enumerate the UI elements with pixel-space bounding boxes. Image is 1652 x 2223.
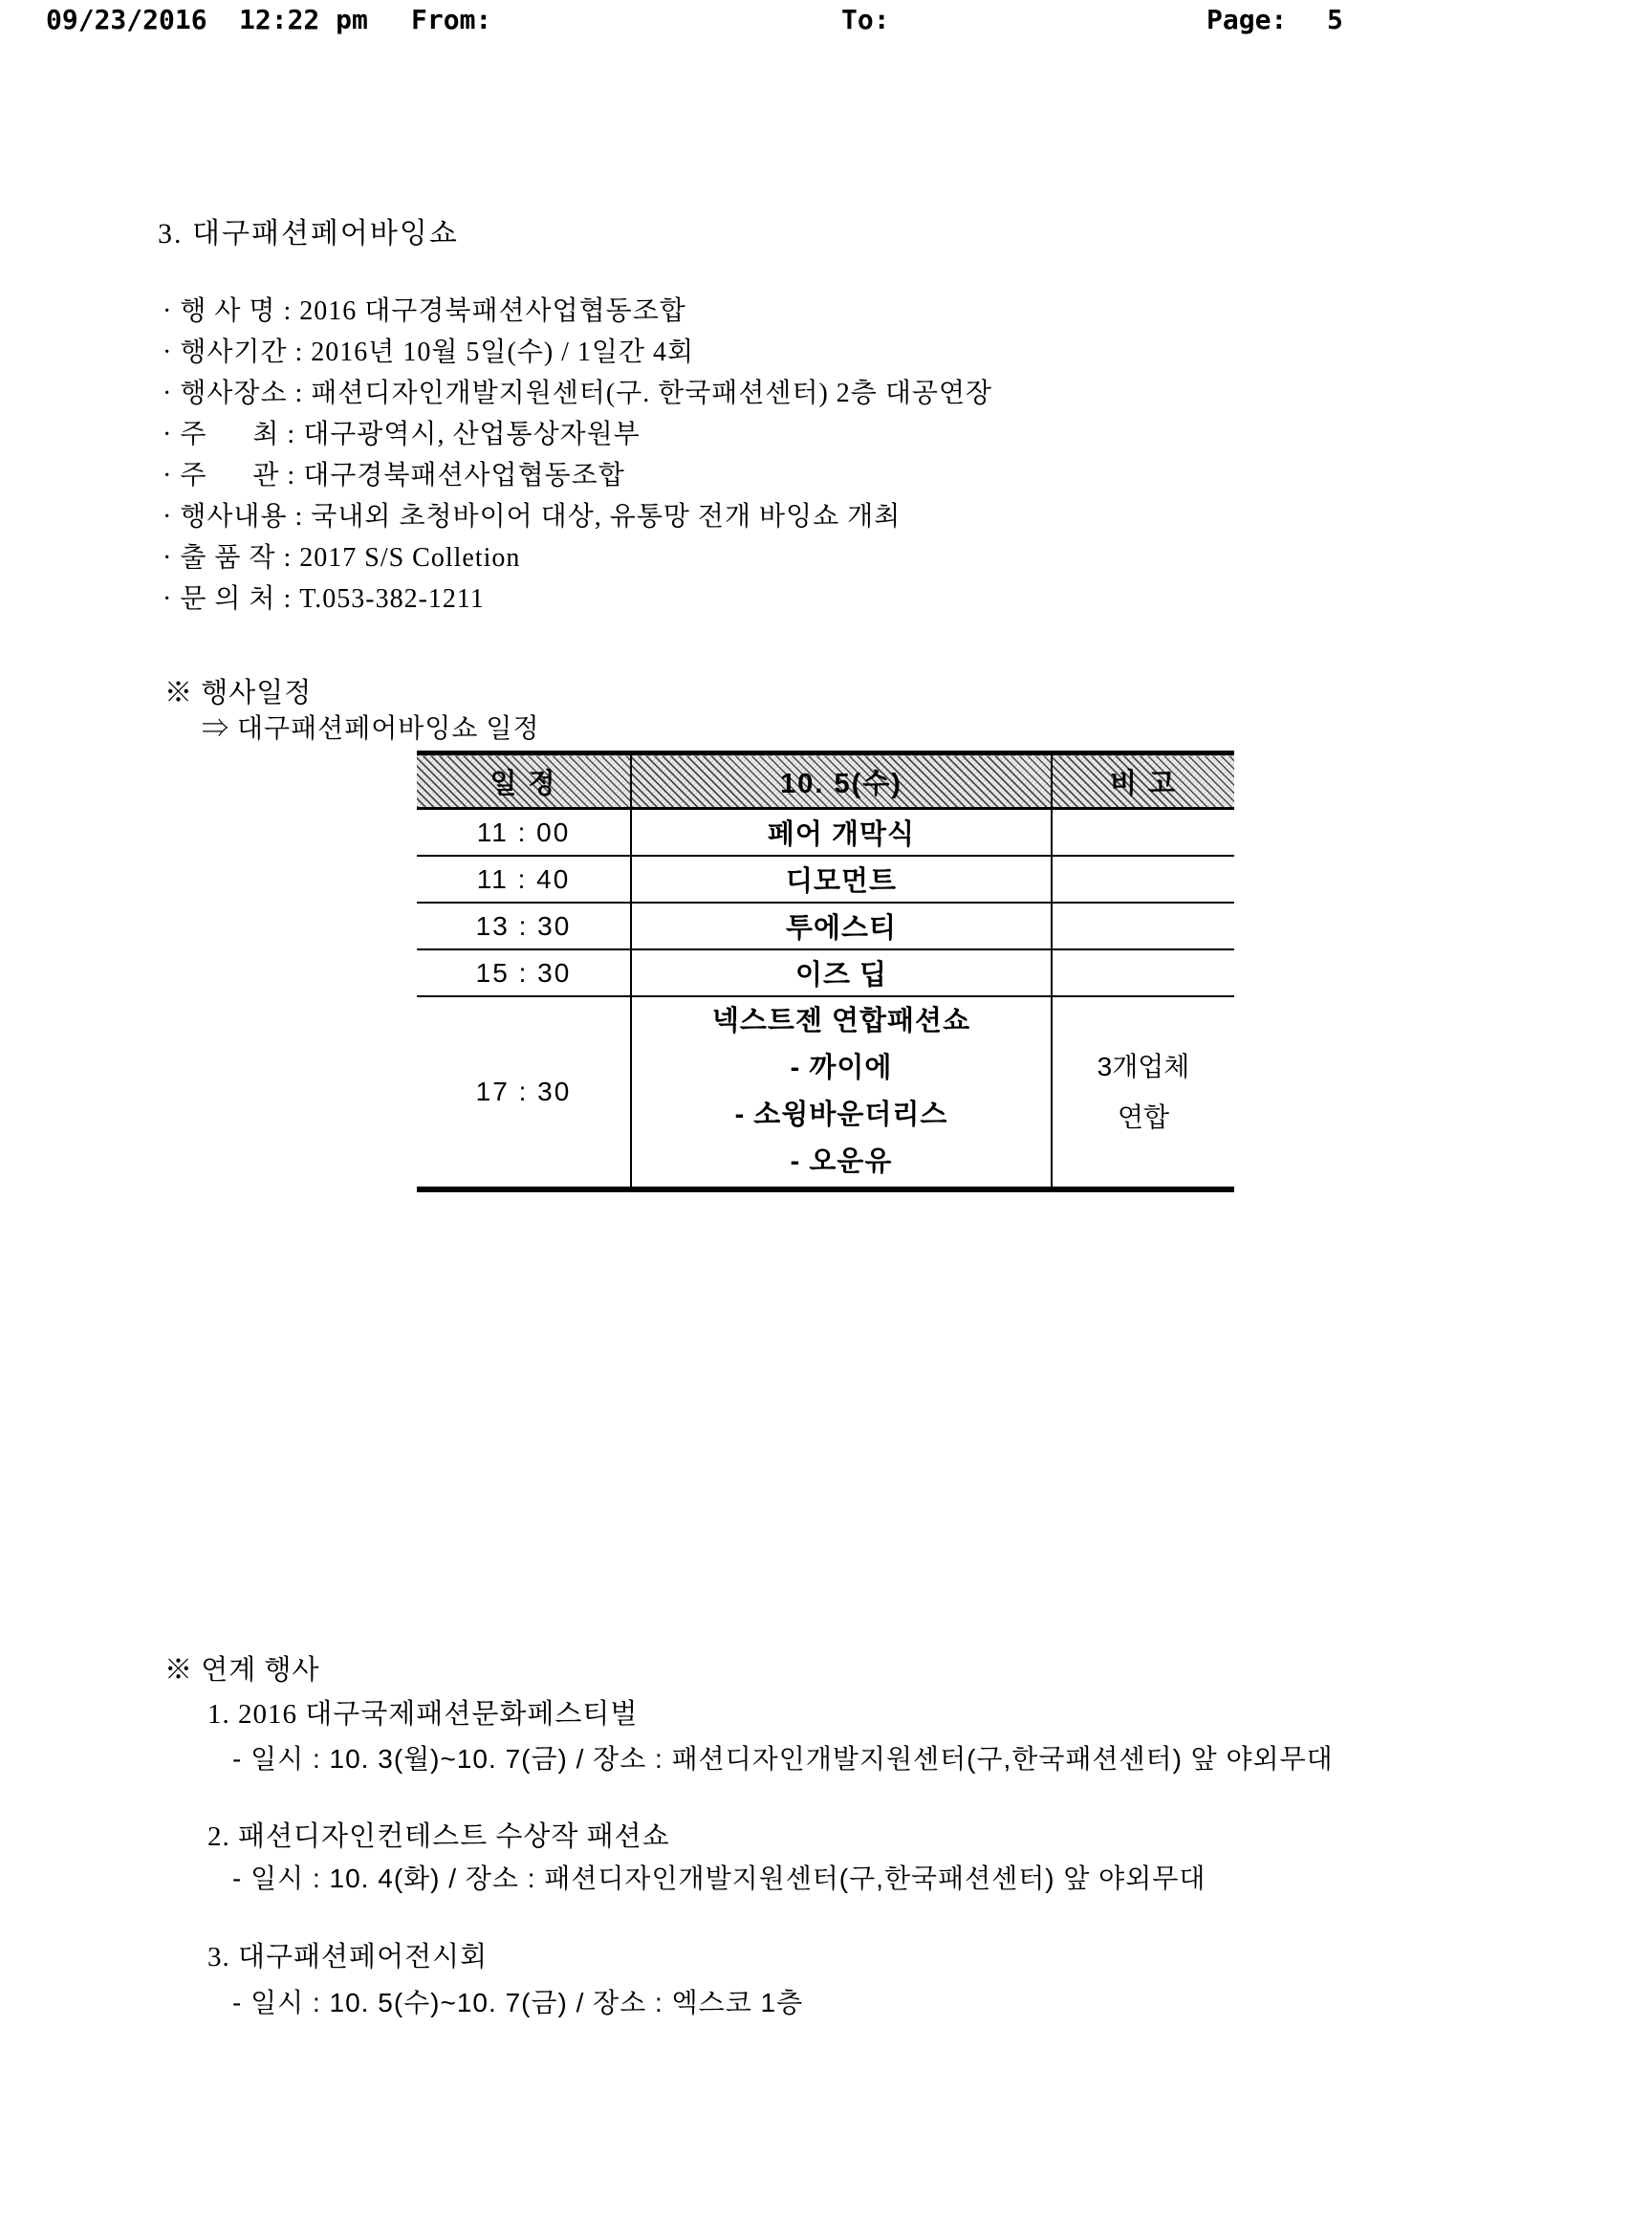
fax-to-label: To: xyxy=(841,4,890,35)
table-row xyxy=(417,856,1234,903)
table-row xyxy=(417,809,1234,857)
note-cell xyxy=(1052,949,1234,996)
event-line: 넥스트젠 연합패션쇼 xyxy=(711,1006,971,1036)
time-cell: 11 : 00 xyxy=(417,809,631,857)
fax-time: 12:22 pm xyxy=(239,4,368,35)
time-cell: 13 : 30 xyxy=(417,903,631,949)
event-detail-line: · 행사내용 : 국내외 초청바이어 대상, 유통망 전개 바잉쇼 개최 xyxy=(163,502,902,532)
schedule-table xyxy=(417,751,1234,1192)
related-item-title: 1. 2016 대구국제패션문화페스티벌 xyxy=(207,1699,639,1730)
fax-page-label: Page: xyxy=(1206,4,1288,35)
event-cell: 페어 개막식 xyxy=(631,809,1052,857)
related-heading: ※ 연계 행사 xyxy=(164,1655,320,1686)
schedule-subheading: ⇒ 대구패션페어바잉쇼 일정 xyxy=(202,714,540,744)
col-header-date: 10. 5(수) xyxy=(631,753,1052,809)
event-cell: 투에스티 xyxy=(631,903,1052,949)
event-detail-line: · 문 의 처 : T.053-382-1211 xyxy=(163,584,485,614)
note-cell xyxy=(1052,856,1234,903)
table-row xyxy=(417,949,1234,996)
event-detail-line: · 주 관 : 대구경북패션사업협동조합 xyxy=(163,461,625,490)
table-row-merged xyxy=(417,996,1234,1189)
col-header-schedule: 일 정 xyxy=(417,753,631,809)
event-cell xyxy=(631,996,1052,1189)
event-detail-line: · 출 품 작 : 2017 S/S Colletion xyxy=(163,543,521,573)
related-item-title: 3. 대구패션페어전시회 xyxy=(207,1942,489,1972)
related-item-title: 2. 패션디자인컨테스트 수상작 패션쇼 xyxy=(207,1821,670,1852)
schedule-heading: ※ 행사일정 xyxy=(164,678,313,708)
event-detail-list xyxy=(163,291,992,620)
fax-page-number: 5 xyxy=(1327,4,1343,35)
table-row xyxy=(417,903,1234,949)
note-line: 3개업체 xyxy=(1097,1052,1190,1081)
time-cell: 11 : 40 xyxy=(417,856,631,903)
event-line: - 소윙바운더리스 xyxy=(734,1100,948,1130)
fax-from-label: From: xyxy=(411,4,492,35)
related-item-detail: - 일시 : 10. 3(월)~10. 7(금) / 장소 : 패션디자인개발지원센터(구,한국패션센터) 앞 야외무대 xyxy=(232,1744,1334,1774)
time-cell: 17 : 30 xyxy=(475,1077,572,1106)
section-title: 3. 대구패션페어바잉쇼 xyxy=(158,218,459,250)
time-cell: 15 : 30 xyxy=(417,949,631,996)
event-line: - 까이에 xyxy=(790,1053,893,1083)
table-header-row xyxy=(417,753,1234,809)
event-detail-line: · 행 사 명 : 2016 대구경북패션사업협동조합 xyxy=(163,296,686,326)
event-cell: 이즈 딥 xyxy=(631,949,1052,996)
event-cell: 디모먼트 xyxy=(631,856,1052,903)
related-item-detail: - 일시 : 10. 4(화) / 장소 : 패션디자인개발지원센터(구,한국패션센터) 앞 야외무대 xyxy=(232,1863,1206,1893)
note-cell xyxy=(1052,903,1234,949)
note-cell xyxy=(1052,809,1234,857)
event-detail-line: · 주 최 : 대구광역시, 산업통상자원부 xyxy=(163,420,641,449)
event-detail-line: · 행사장소 : 패션디자인개발지원센터(구. 한국패션센터) 2층 대공연장 xyxy=(163,379,993,408)
related-item-detail: - 일시 : 10. 5(수)~10. 7(금) / 장소 : 엑스코 1층 xyxy=(232,1988,804,2017)
col-header-note: 비 고 xyxy=(1052,753,1234,809)
note-line: 연합 xyxy=(1117,1102,1170,1132)
event-detail-line: · 행사기간 : 2016년 10월 5일(수) / 1일간 4회 xyxy=(163,338,695,367)
note-cell xyxy=(1052,996,1234,1189)
event-line: - 오운유 xyxy=(790,1146,893,1177)
fax-date: 09/23/2016 xyxy=(46,4,207,35)
